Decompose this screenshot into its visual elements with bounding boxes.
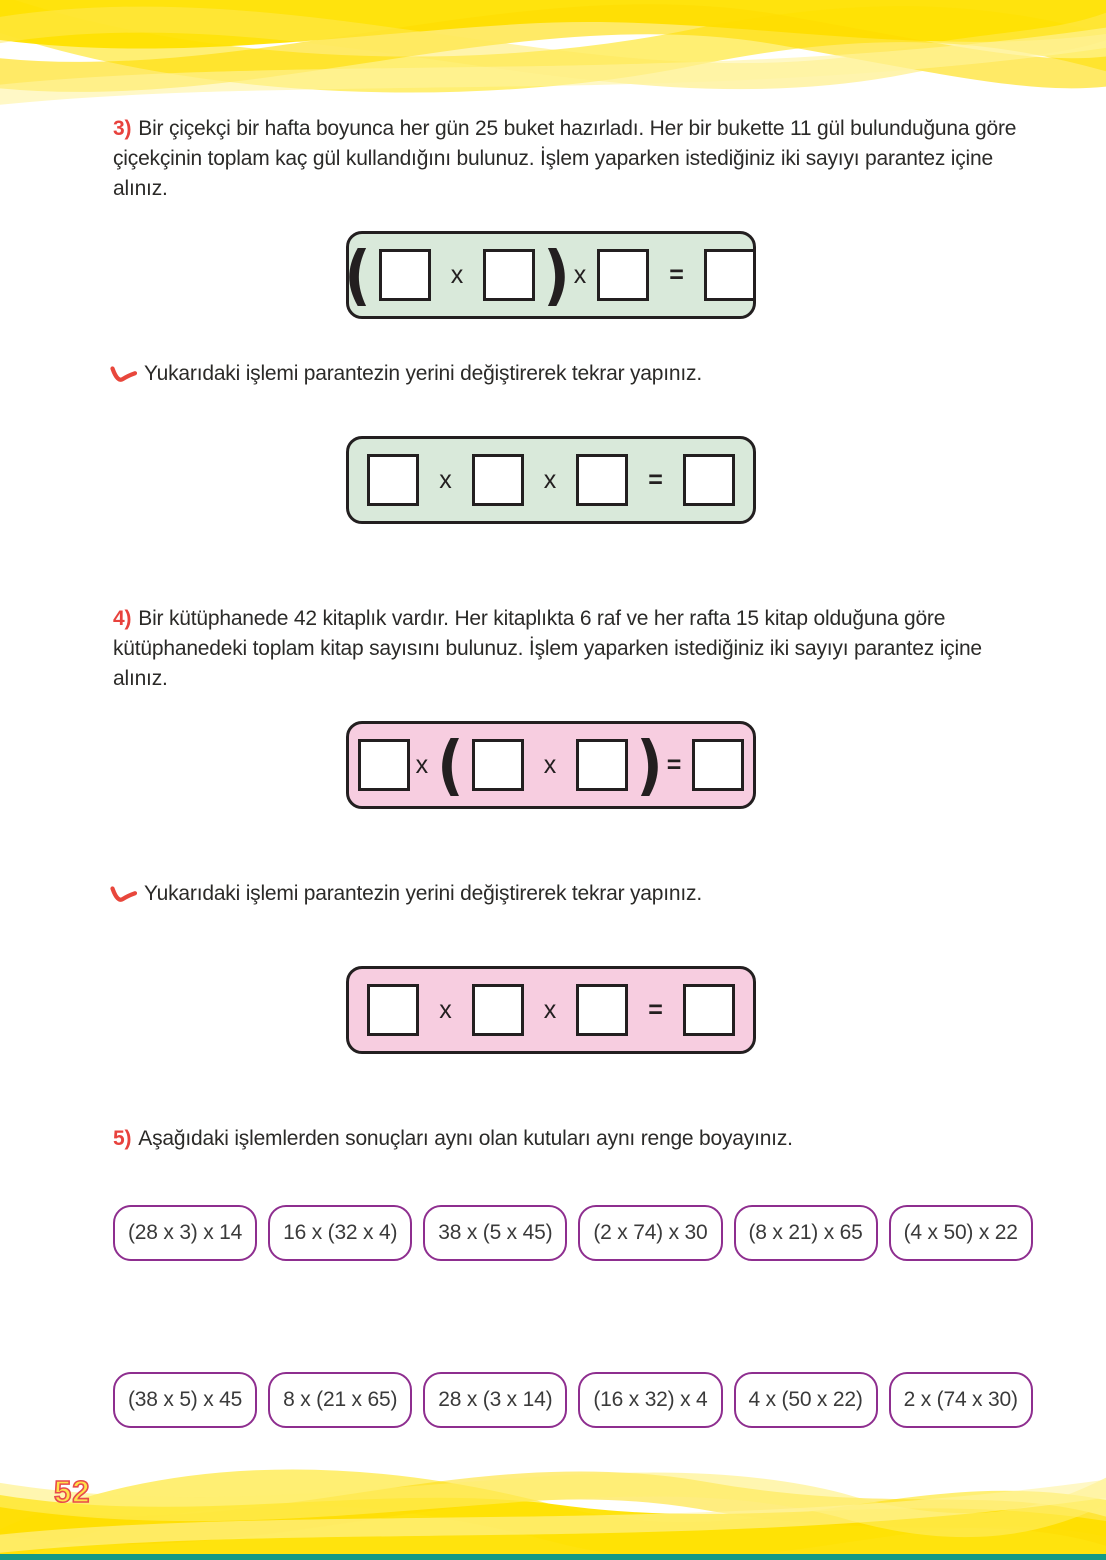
- times-symbol: x: [573, 260, 587, 289]
- expression-box[interactable]: [113, 1372, 257, 1428]
- open-paren-symbol: (: [437, 726, 464, 804]
- expression-box[interactable]: [578, 1205, 722, 1261]
- expression-text: 2 x (74 x 30): [903, 1388, 1018, 1411]
- answer-box[interactable]: [367, 454, 419, 506]
- expression-box[interactable]: [268, 1372, 412, 1428]
- times-symbol: x: [450, 260, 464, 289]
- equals-symbol: =: [669, 260, 684, 289]
- expression-text: (8 x 21) x 65: [748, 1221, 863, 1244]
- equation-panel-q4-repeat: [346, 966, 756, 1054]
- expression-text: (38 x 5) x 45: [128, 1388, 243, 1411]
- answer-box[interactable]: [704, 249, 756, 301]
- answer-box[interactable]: [472, 739, 524, 791]
- question-5: [113, 1124, 1018, 1154]
- equation-panel-q3-parenthesized: [346, 231, 756, 319]
- question-3: [113, 114, 1018, 204]
- expression-box[interactable]: [113, 1205, 257, 1261]
- answer-box[interactable]: [472, 984, 524, 1036]
- checkmark-icon: [110, 365, 137, 384]
- prompt-text-2: Yukarıdaki işlemi parantezin yerini değiştirerek tekrar yapınız.: [144, 882, 702, 905]
- answer-box[interactable]: [683, 454, 735, 506]
- expression-box[interactable]: [889, 1205, 1033, 1261]
- times-symbol: x: [439, 995, 452, 1024]
- expression-text: 16 x (32 x 4): [283, 1221, 398, 1244]
- open-paren-symbol: (: [344, 236, 371, 314]
- expression-text: (4 x 50) x 22: [903, 1221, 1018, 1244]
- bottom-wave-decoration: [0, 1435, 1106, 1560]
- expression-text: 8 x (21 x 65): [283, 1388, 398, 1411]
- expression-text: 4 x (50 x 22): [748, 1388, 863, 1411]
- top-wave-decoration: [0, 0, 1106, 112]
- expression-box[interactable]: [578, 1372, 722, 1428]
- answer-box[interactable]: [367, 984, 419, 1036]
- answer-box[interactable]: [576, 984, 628, 1036]
- expression-box[interactable]: [423, 1372, 567, 1428]
- prompt-reposition-2: [110, 882, 702, 906]
- answer-box[interactable]: [576, 454, 628, 506]
- page-number: 52: [54, 1474, 91, 1509]
- question-3-text: Bir çiçekçi bir hafta boyunca her gün 25 buket hazırladı. Her bir bukette 11 gül bulunduğuna göre çiçekçinin toplam kaç gül kullandığını bulunuz. İşlem yaparken istediğiniz iki sayıyı parantez içine alınız.: [113, 117, 1017, 200]
- question-5-text: Aşağıdaki işlemlerden sonuçları aynı olan kutuları aynı renge boyayınız.: [138, 1127, 793, 1150]
- expression-row-2: [113, 1372, 1018, 1428]
- times-symbol: x: [543, 465, 557, 494]
- answer-box[interactable]: [472, 454, 524, 506]
- prompt-reposition-1: [110, 362, 702, 386]
- times-symbol: x: [543, 750, 557, 779]
- times-symbol: x: [543, 995, 557, 1024]
- answer-box[interactable]: [483, 249, 535, 301]
- equation-panel-q3-repeat: [346, 436, 756, 524]
- expression-box[interactable]: [889, 1372, 1033, 1428]
- times-symbol: x: [439, 465, 452, 494]
- question-3-number: 3): [113, 117, 132, 140]
- question-4: [113, 604, 1018, 694]
- answer-box[interactable]: [692, 739, 744, 791]
- question-5-number: 5): [113, 1127, 132, 1150]
- close-paren-symbol: ): [636, 726, 663, 804]
- question-4-text: Bir kütüphanede 42 kitaplık vardır. Her kitaplıkta 6 raf ve her rafta 15 kitap olduğuna göre kütüphanedeki toplam kitap sayısını bulunuz. İşlem yaparken istediğiniz iki sayıyı parantez içine alınız.: [113, 607, 982, 690]
- answer-box[interactable]: [358, 739, 410, 791]
- expression-box[interactable]: [423, 1205, 567, 1261]
- expression-text: 28 x (3 x 14): [438, 1388, 553, 1411]
- expression-text: (2 x 74) x 30: [593, 1221, 708, 1244]
- close-paren-symbol: ): [543, 236, 570, 314]
- expression-box[interactable]: [734, 1372, 878, 1428]
- expression-text: (16 x 32) x 4: [593, 1388, 708, 1411]
- equals-symbol: =: [648, 995, 663, 1024]
- expression-text: 38 x (5 x 45): [438, 1221, 553, 1244]
- equals-symbol: =: [648, 465, 663, 494]
- answer-box[interactable]: [576, 739, 628, 791]
- question-4-number: 4): [113, 607, 132, 630]
- times-symbol: x: [415, 750, 429, 779]
- equation-panel-q4-parenthesized: [346, 721, 756, 809]
- expression-box[interactable]: [268, 1205, 412, 1261]
- prompt-text-1: Yukarıdaki işlemi parantezin yerini değiştirerek tekrar yapınız.: [144, 362, 702, 385]
- expression-row-1: [113, 1205, 1018, 1261]
- expression-text: (28 x 3) x 14: [128, 1221, 243, 1244]
- answer-box[interactable]: [683, 984, 735, 1036]
- expression-box[interactable]: [734, 1205, 878, 1261]
- bottom-teal-strip: [0, 1554, 1106, 1560]
- answer-box[interactable]: [597, 249, 649, 301]
- equals-symbol: =: [666, 750, 682, 779]
- checkmark-icon: [110, 885, 137, 904]
- answer-box[interactable]: [379, 249, 431, 301]
